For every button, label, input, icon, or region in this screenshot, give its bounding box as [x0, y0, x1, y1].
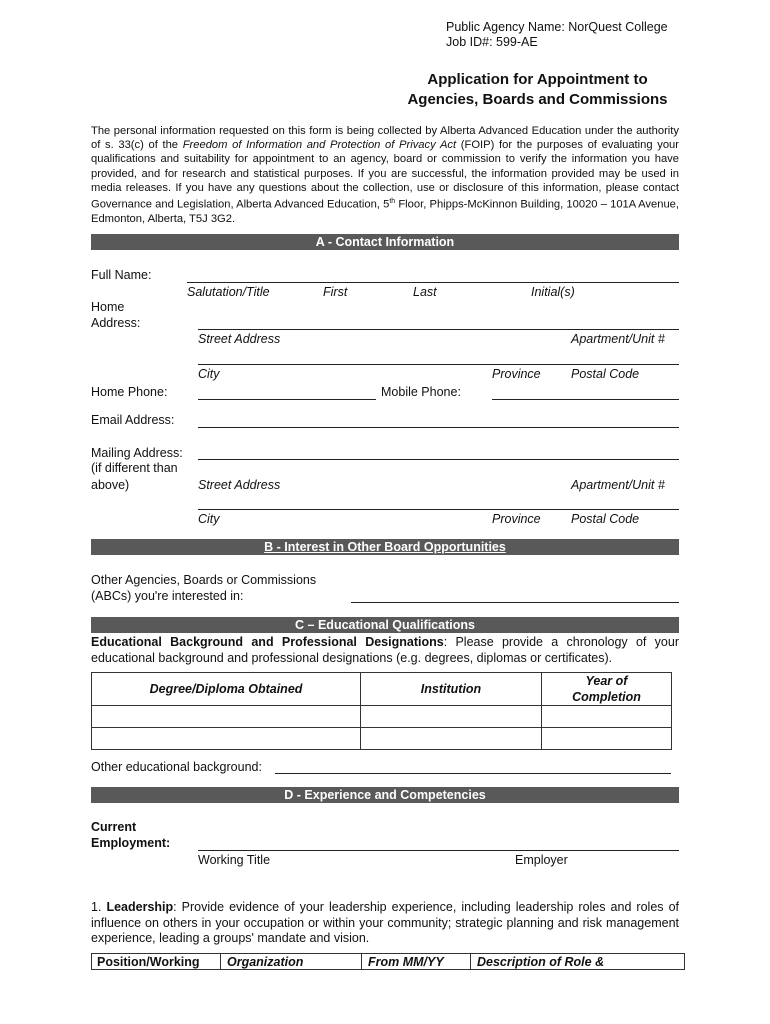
mailing-street-caption: Street Address	[198, 478, 281, 492]
leadership-bold: Leadership	[106, 900, 174, 914]
year-cell[interactable]	[542, 728, 672, 750]
col-degree: Degree/Diploma Obtained	[92, 673, 361, 706]
institution-cell[interactable]	[361, 728, 542, 750]
col-from: From MM/YY	[362, 954, 471, 970]
leadership-question	[91, 900, 679, 947]
salutation-caption: Salutation/Title	[187, 285, 270, 299]
full-name-input[interactable]	[187, 282, 679, 283]
table-row	[92, 706, 672, 728]
home-city-caption: City	[198, 367, 220, 381]
leadership-header-row	[92, 954, 685, 970]
education-header-row	[92, 673, 672, 706]
email-input[interactable]	[198, 427, 679, 428]
home-address-label-2: Address:	[91, 316, 141, 330]
leadership-number: 1.	[91, 900, 107, 914]
foip-notice	[91, 124, 679, 226]
employer-caption: Employer	[515, 853, 568, 867]
foip-act-name: Freedom of Information and Protection of Privacy Act	[182, 139, 457, 152]
col-position: Position/Working	[92, 954, 221, 970]
education-table	[91, 672, 672, 750]
mailing-city-input[interactable]	[198, 509, 679, 510]
initials-caption: Initial(s)	[531, 285, 575, 299]
col-institution: Institution	[361, 673, 542, 706]
other-education-label: Other educational background:	[91, 760, 262, 774]
section-b-title: B - Interest in Other Board Opportunities	[264, 540, 506, 554]
leadership-table	[91, 953, 685, 970]
foip-sup: th	[389, 198, 396, 206]
mailing-label-1: Mailing Address:	[91, 446, 183, 460]
home-phone-input[interactable]	[198, 399, 376, 400]
mailing-label-2: (if different than	[91, 461, 178, 475]
home-unit-caption: Apartment/Unit #	[571, 332, 665, 346]
job-id: Job ID#: 599-AE	[446, 35, 538, 49]
other-abcs-label-2: (ABCs) you're interested in:	[91, 589, 244, 603]
home-postal-caption: Postal Code	[571, 367, 640, 381]
current-employment-input[interactable]	[198, 850, 679, 851]
home-street-input[interactable]	[198, 329, 679, 330]
mailing-label-3: above)	[91, 478, 130, 492]
education-intro	[91, 634, 679, 666]
section-a-header: A - Contact Information	[91, 234, 679, 250]
col-description: Description of Role &	[471, 954, 685, 970]
other-education-input[interactable]	[275, 773, 671, 774]
mailing-postal-caption: Postal Code	[571, 512, 640, 526]
title-line-1: Application for Appointment to	[427, 71, 648, 88]
education-intro-rest: : Please provide a chronology of your educational background and professional designations (e.g. degrees, diplomas or certificates).	[91, 635, 679, 665]
mobile-phone-input[interactable]	[492, 399, 679, 400]
mobile-phone-label: Mobile Phone:	[381, 385, 461, 399]
home-city-input[interactable]	[198, 364, 679, 365]
mailing-unit-caption: Apartment/Unit #	[571, 478, 665, 492]
email-label: Email Address:	[91, 413, 175, 427]
foip-text-1: The personal information requested on this form is being collected by Alberta Advanced Education under the authority of s. 33(c) of the	[91, 125, 679, 152]
leadership-text: : Provide evidence of your leadership experience, including leadership roles and roles of influence on others in your occupation or within your community; strategic planning and risk management experience, leading a groups' mandate and vision.	[91, 900, 679, 945]
agency-name: Public Agency Name: NorQuest College	[446, 20, 668, 34]
working-title-caption: Working Title	[198, 853, 271, 867]
degree-cell[interactable]	[92, 706, 361, 728]
home-phone-label: Home Phone:	[91, 385, 168, 399]
section-b-header	[91, 539, 679, 555]
home-address-label-1: Home	[91, 300, 125, 314]
education-intro-bold: Educational Background and Professional Designations	[91, 635, 444, 649]
first-name-caption: First	[323, 285, 348, 299]
col-organization: Organization	[221, 954, 362, 970]
page-title	[380, 70, 695, 110]
mailing-province-caption: Province	[492, 512, 541, 526]
mailing-line-1[interactable]	[198, 459, 679, 460]
mailing-city-caption: City	[198, 512, 220, 526]
col-year: Year of Completion	[542, 673, 672, 706]
section-d-header: D - Experience and Competencies	[91, 787, 679, 803]
foip-text-3: Floor, Phipps-McKinnon Building, 10020 – 101A Avenue, Edmonton, Alberta, T5J 3G2.	[91, 198, 680, 225]
current-employment-label-1: Current	[91, 820, 137, 834]
foip-text-2: (FOIP) for the purposes of evaluating your qualifications and suitability for appointment to an agency, board or commission to verify the information you have provided, and for research and statistical purposes. If you are successful, the information provided may be used in media releases. If you have any questions about the collection, use or disclosure of this information, please contact Governance and Legislation, Alberta Advanced Education, 5	[91, 139, 679, 211]
last-name-caption: Last	[413, 285, 437, 299]
current-employment-label-2: Employment:	[91, 836, 171, 850]
section-c-header: C – Educational Qualifications	[91, 617, 679, 633]
home-street-caption: Street Address	[198, 332, 281, 346]
other-abcs-label-1: Other Agencies, Boards or Commissions	[91, 573, 317, 587]
institution-cell[interactable]	[361, 706, 542, 728]
other-abcs-input[interactable]	[351, 602, 679, 603]
home-province-caption: Province	[492, 367, 541, 381]
table-row	[92, 728, 672, 750]
title-line-2: Agencies, Boards and Commissions	[407, 91, 668, 108]
year-cell[interactable]	[542, 706, 672, 728]
degree-cell[interactable]	[92, 728, 361, 750]
full-name-label: Full Name:	[91, 268, 152, 282]
